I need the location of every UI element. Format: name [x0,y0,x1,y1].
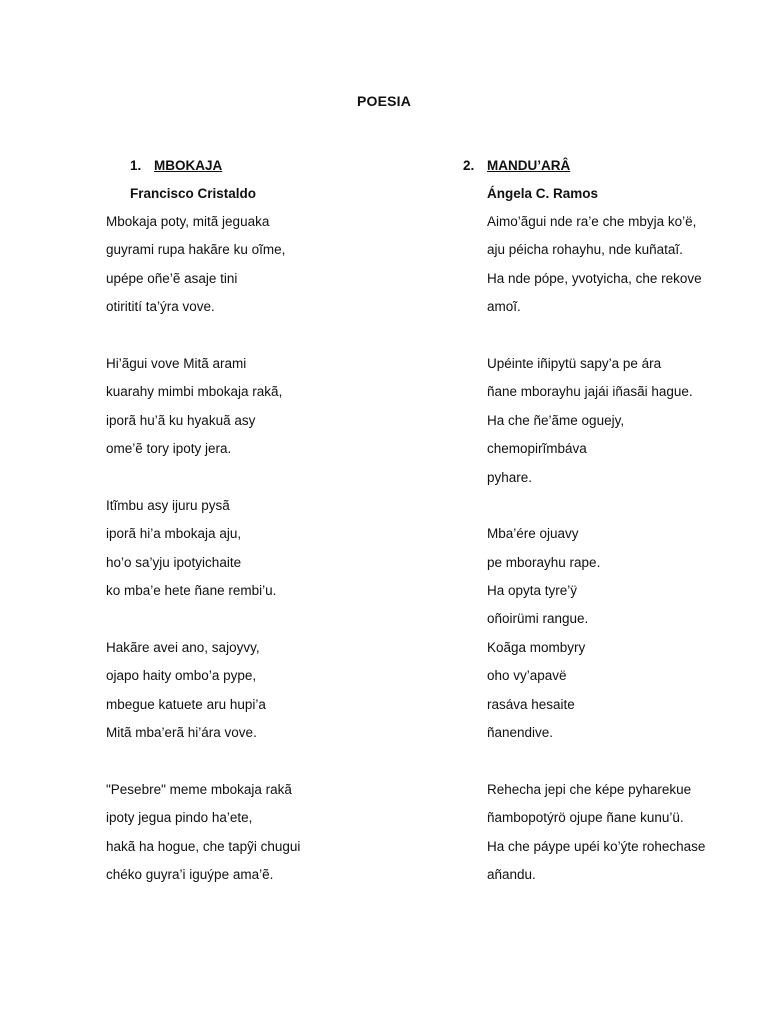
poem-line: hakã ha hogue, che tapỹi chugui [106,838,301,854]
poem-line: Itĩmbu asy ijuru pysã [106,497,230,513]
poem-line: guyrami rupa hakãre ku oĩme, [106,242,286,258]
poem-line: ome’ẽ tory ipoty jera. [106,441,232,457]
poem-line: pe mborayhu rape. [487,554,601,570]
stanza-gap [463,749,753,777]
poem-line: iporã hu’ã ku hyakuã asy [106,412,256,428]
poem-2-title: MANDU’ARÂ [487,158,571,173]
stanza-gap [106,607,406,635]
poem-line: Rehecha jepi che képe pyharekue [487,781,692,797]
poem-2-stanzas [463,210,753,891]
poem-line: Upéinte iñipytü sapy’a pe ára [487,355,662,371]
poem-2-heading [463,154,753,182]
poem-1-number: 1. [130,158,142,173]
poem-line: amoĩ. [487,299,521,315]
stanza-gap [106,324,406,352]
poem-line: oho vy’apavë [487,668,567,684]
poem-line: Koãga mombyry [487,639,586,655]
stanza-gap [463,494,753,522]
poem-line: Mitã mba’erã hi’ára vove. [106,725,257,741]
poem-line: Aimo’ãgui nde ra’e che mbyja ko’ë, [487,214,697,229]
poem-line: aju péicha rohayhu, nde kuñataĩ. [487,242,683,258]
page-title: POESIA [356,93,412,109]
poem-line: Mbokaja poty, mitã jeguaka [106,214,270,229]
poem-1-heading [106,154,406,182]
poem-line: Ha opyta tyre’ÿ [487,583,578,599]
poem-2 [463,154,753,891]
poem-line: mbegue katuete aru hupi’a [106,696,266,712]
stanza-gap [106,749,406,777]
poem-line: iporã hi’a mbokaja aju, [106,526,242,542]
poem-line: Ha che ñe’ãme oguejy, [487,412,625,428]
poem-line: Ha che páype upéi ko’ýte rohechase [487,838,706,854]
poem-line: añandu. [487,866,536,882]
poem-1-title: MBOKAJA [154,158,223,173]
poem-line: ho’o sa’yju ipotyichaite [106,554,242,570]
poem-line: Mba’ére ojuavy [487,526,579,542]
poem-line: Hakãre avei ano, sajoyvy, [106,639,260,655]
poem-2-number: 2. [463,158,475,173]
poem-line: ñanendive. [487,725,554,741]
poem-line: upépe oñe’ẽ asaje tini [106,270,238,286]
poem-line: ñane mborayhu jajái iñasãi hague. [487,384,693,400]
poem-2-author: Ángela C. Ramos [487,186,599,201]
poem-line: Ha nde pópe, yvotyicha, che rekove [487,270,702,286]
poem-line: oñoirümi rangue. [487,611,589,627]
poem-1-author: Francisco Cristaldo [130,186,257,201]
poem-1-stanzas [106,210,406,891]
poem-line: pyhare. [487,469,533,485]
poem-line: "Pesebre" meme mbokaja rakã [106,781,292,797]
poem-line: rasáva hesaite [487,696,575,712]
poem-line: chéko guyra’i iguýpe ama’ẽ. [106,866,274,882]
poem-line: ipoty jegua pindo ha’ete, [106,810,253,826]
poem-line: chemopirĩmbáva [487,441,587,457]
poem-line: Hi’ãgui vove Mitã arami [106,355,247,371]
poem-line: ko mba’e hete ñane rembi’u. [106,583,277,599]
poem-line: kuarahy mimbi mbokaja rakã, [106,384,283,400]
poem-line: ojapo haity ombo’a pype, [106,668,257,684]
poem-line: otiritití ta’ýra vove. [106,299,215,315]
poem-line: ñambopotýrö ojupe ñane kunu’ü. [487,810,684,826]
stanza-gap [463,324,753,352]
stanza-gap [106,466,406,494]
poem-1 [106,154,406,891]
